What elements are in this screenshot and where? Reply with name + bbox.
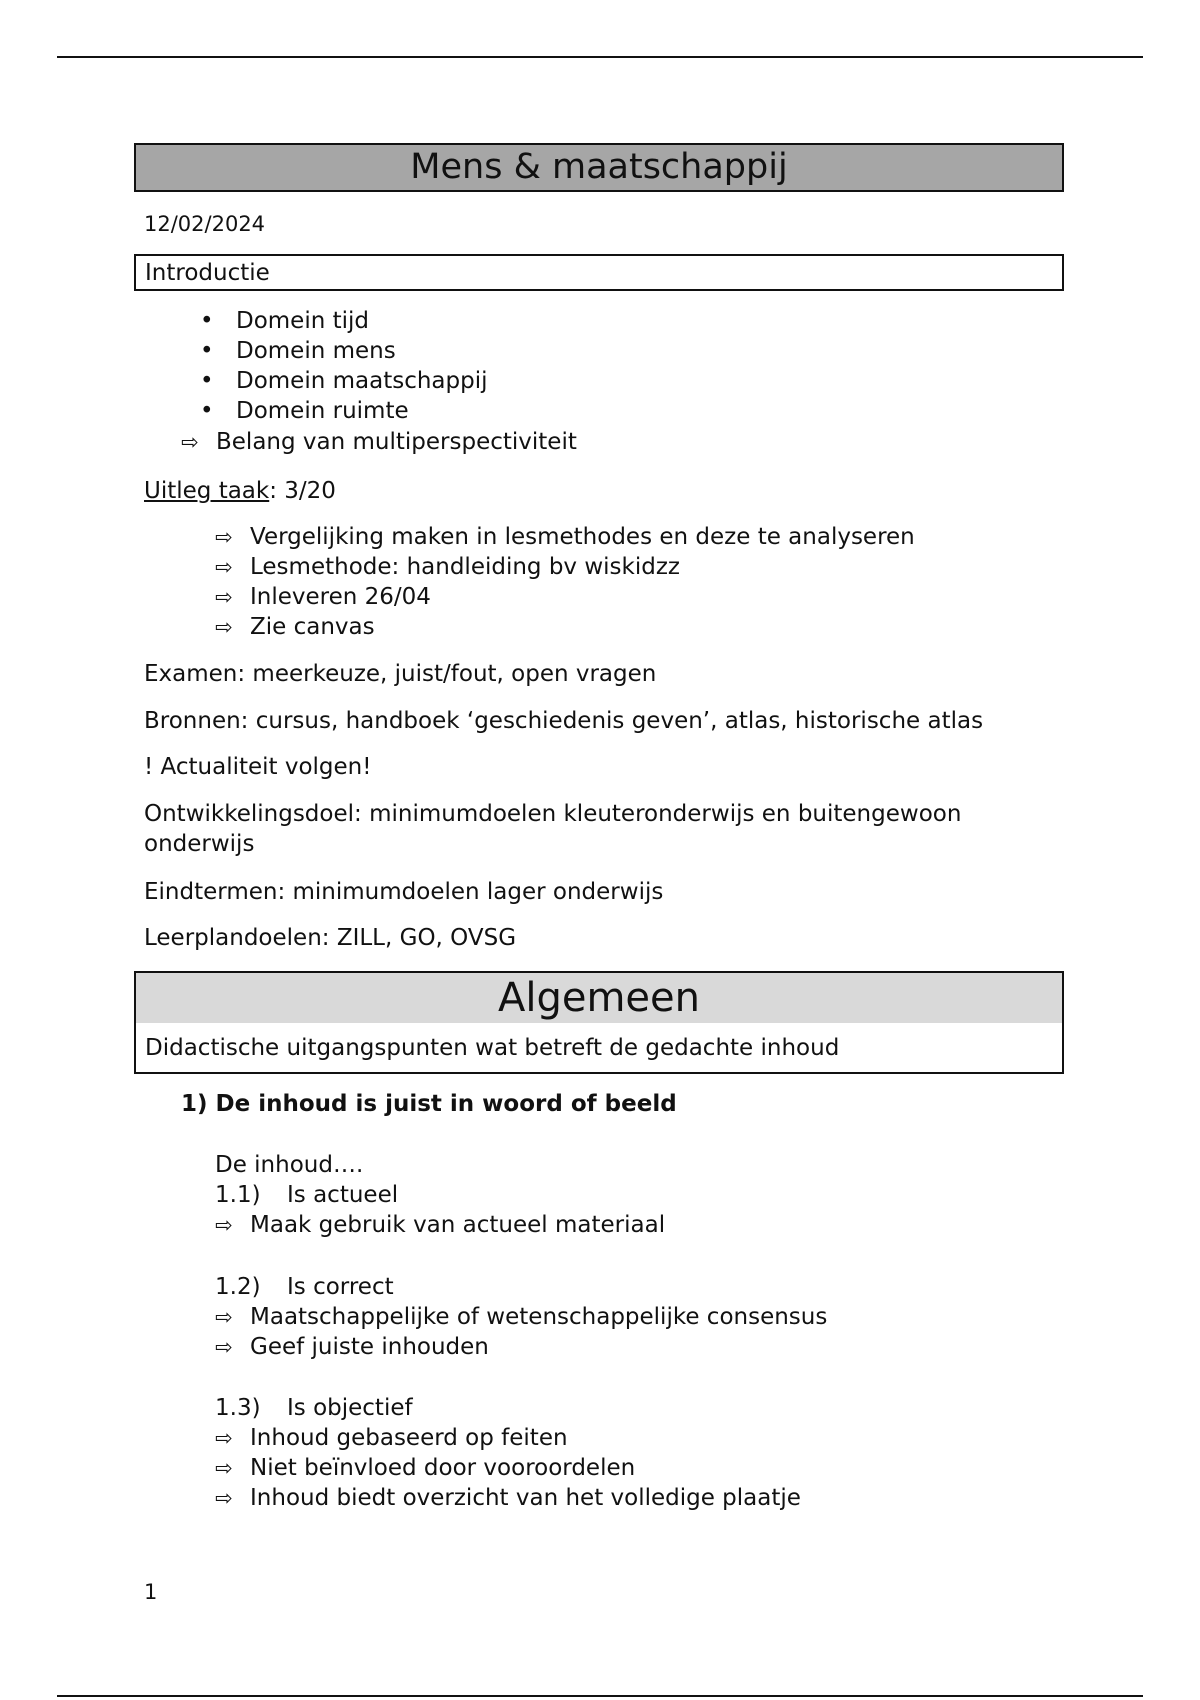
list-item [215, 522, 915, 552]
list-item [196, 306, 488, 336]
domain-list [196, 306, 488, 426]
subpoint-objectief [215, 1393, 801, 1513]
sources-text: Bronnen: cursus, handboek ‘geschiedenis geven’, atlas, historische atlas [144, 708, 984, 734]
bullet-icon: • [200, 398, 214, 424]
date-text: 12/02/2024 [144, 212, 266, 236]
bullet-icon: • [200, 308, 214, 334]
list-item [215, 1453, 801, 1483]
arrow-icon: ⇨ [215, 1426, 233, 1450]
development-goal-text-cont: onderwijs [144, 831, 255, 857]
intro-heading: Introductie [145, 259, 270, 286]
page-title: Mens & maatschappij [410, 147, 788, 187]
subpoint-label: Is correct [287, 1274, 394, 1300]
list-item-label: Niet beïnvloed door vooroordelen [250, 1455, 636, 1481]
point-intro: De inhoud…. [215, 1152, 364, 1178]
section-subtitle: Didactische uitgangspunten wat betreft de gedachte inhoud [145, 1035, 840, 1061]
arrow-icon: ⇨ [215, 615, 233, 639]
list-item-label: Domein mens [236, 338, 396, 364]
task-value: : 3/20 [269, 478, 336, 504]
arrow-icon: ⇨ [215, 1213, 233, 1237]
bullet-icon: • [200, 338, 214, 364]
arrow-item-label: Belang van multiperspectiviteit [216, 429, 577, 455]
list-item [215, 1302, 827, 1332]
list-item-label: Lesmethode: handleiding bv wiskidzz [250, 554, 680, 580]
list-item-label: Domein ruimte [236, 398, 409, 424]
page-number: 1 [144, 1580, 158, 1604]
list-item-label: Inhoud biedt overzicht van het volledige plaatje [250, 1485, 801, 1511]
arrow-icon: ⇨ [215, 1305, 233, 1329]
subpoint-actueel [215, 1180, 665, 1240]
final-terms-text: Eindtermen: minimumdoelen lager onderwijs [144, 879, 664, 905]
multiperspective-note [181, 427, 577, 457]
list-item-label: Inleveren 26/04 [250, 584, 431, 610]
task-label: Uitleg taak [144, 478, 270, 504]
point-heading: 1) De inhoud is juist in woord of beeld [181, 1091, 677, 1117]
bullet-icon: • [200, 368, 214, 394]
subpoint-label: Is objectief [287, 1395, 413, 1421]
arrow-icon: ⇨ [215, 525, 233, 549]
list-item [196, 366, 488, 396]
list-item [215, 552, 915, 582]
list-item-label: Maatschappelijke of wetenschappelijke consensus [250, 1304, 828, 1330]
list-item-label: Inhoud gebaseerd op feiten [250, 1425, 568, 1451]
list-item [215, 1423, 801, 1453]
subpoint-heading [215, 1272, 827, 1302]
title-banner [134, 143, 1064, 192]
development-goal-text: Ontwikkelingsdoel: minimumdoelen kleuteronderwijs en buitengewoon [144, 801, 962, 827]
header-rule [57, 56, 1143, 58]
list-item-label: Vergelijking maken in lesmethodes en deze te analyseren [250, 524, 915, 550]
task-line [144, 476, 336, 506]
list-item-label: Maak gebruik van actueel materiaal [250, 1212, 666, 1238]
subpoint-label: Is actueel [287, 1182, 399, 1208]
intro-heading-box [134, 254, 1064, 291]
section-box-algemeen [134, 971, 1064, 1074]
subpoint-number: 1.1) [215, 1182, 261, 1208]
list-item [196, 396, 488, 426]
subpoint-heading [215, 1393, 801, 1423]
list-item [215, 612, 915, 642]
list-item [215, 1332, 827, 1362]
subpoint-number: 1.2) [215, 1274, 261, 1300]
news-reminder-text: ! Actualiteit volgen! [144, 754, 372, 780]
task-items [215, 522, 915, 642]
list-item [215, 1483, 801, 1513]
footer-rule [57, 1695, 1143, 1697]
curriculum-goals-text: Leerplandoelen: ZILL, GO, OVSG [144, 925, 517, 951]
section-header [136, 973, 1062, 1023]
list-item-label: Geef juiste inhouden [250, 1334, 489, 1360]
arrow-icon: ⇨ [181, 430, 199, 454]
list-item [215, 1210, 665, 1240]
arrow-icon: ⇨ [215, 585, 233, 609]
arrow-icon: ⇨ [215, 1335, 233, 1359]
subpoint-correct [215, 1272, 827, 1362]
list-item [215, 582, 915, 612]
subpoint-number: 1.3) [215, 1395, 261, 1421]
arrow-icon: ⇨ [215, 1456, 233, 1480]
list-item-label: Domein maatschappij [236, 368, 488, 394]
list-item-label: Domein tijd [236, 308, 370, 334]
arrow-icon: ⇨ [215, 555, 233, 579]
list-item-label: Zie canvas [250, 614, 375, 640]
section-title: Algemeen [497, 975, 700, 1021]
arrow-icon: ⇨ [215, 1486, 233, 1510]
subpoint-heading [215, 1180, 665, 1210]
list-item [196, 336, 488, 366]
exam-text: Examen: meerkeuze, juist/fout, open vragen [144, 661, 657, 687]
